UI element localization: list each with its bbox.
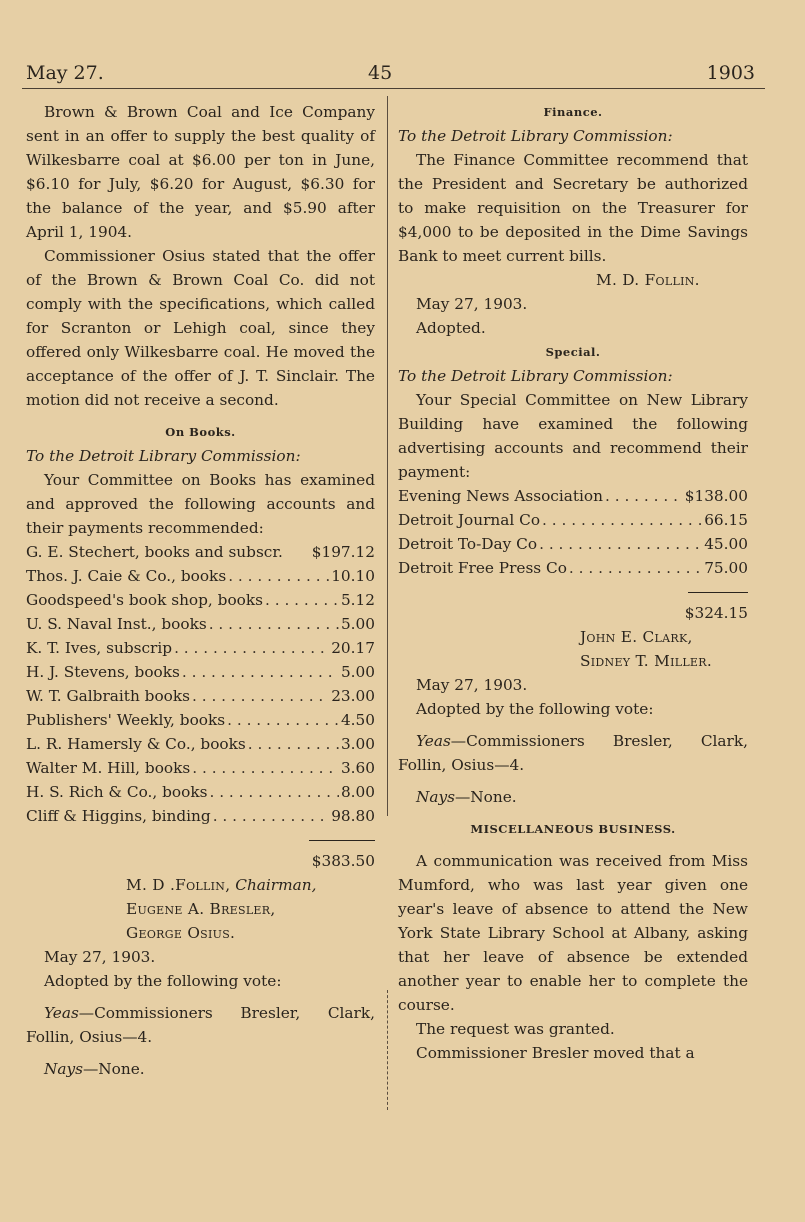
dot-leader xyxy=(209,612,339,636)
special-date: May 27, 1903. xyxy=(416,676,528,694)
finance-text: The Finance Committee recommend that the President and Secretary be authorized to make requisition on the Treasurer for $4,000 to be deposited in the Dime Savings Bank to meet current bills. xyxy=(398,151,748,265)
finance-adopted: Adopted. xyxy=(416,319,486,337)
account-line xyxy=(26,660,375,684)
left-column xyxy=(26,100,375,1081)
account-name: H. J. Stevens, books xyxy=(26,663,180,681)
page-number: 45 xyxy=(368,62,393,84)
special-accounts-list xyxy=(398,484,748,580)
dot-leader xyxy=(227,708,339,732)
osius-statement-paragraph: Commissioner Osius stated that the offer of the Brown & Brown Coal Co. did not comply with the specifications, which called for Scranton or Lehigh coal, since they offered only Wilkesbarre coal. He moved the acceptance of the offer of J. T. Sinclair. The motion did not receive a second. xyxy=(26,247,375,409)
misc-paragraph-mumford: A communication was received from Miss Mumford, who was last year given one year's leave of absence to attend the New York State Library School at Albany, asking that her leave of absence be extended another year to enable her to complete the course. xyxy=(398,852,748,1014)
books-nays xyxy=(26,1057,375,1081)
special-total: $324.15 xyxy=(684,604,748,622)
books-heading: On Books. xyxy=(165,425,236,439)
misc-paragraph-granted: The request was granted. xyxy=(416,1020,615,1038)
account-amount: 23.00 xyxy=(331,687,375,705)
account-name: K. T. Ives, subscrip xyxy=(26,639,173,657)
account-name: Thos. J. Caie & Co., books xyxy=(26,567,227,585)
misc-heading: MISCELLANEOUS BUSINESS. xyxy=(470,822,676,836)
account-name: Goodspeed's book shop, books xyxy=(26,591,263,609)
account-line xyxy=(26,684,375,708)
books-date: May 27, 1903. xyxy=(44,948,156,966)
nays-label: Nays xyxy=(44,1060,83,1078)
signer-title: Chairman, xyxy=(235,876,317,894)
account-line xyxy=(26,636,375,660)
header-date: May 27. xyxy=(26,62,104,84)
right-column xyxy=(398,100,748,1065)
books-intro: Your Committee on Books has examined and approved the following accounts and their payments recommended: xyxy=(26,471,375,537)
dot-leader xyxy=(192,756,339,780)
account-line xyxy=(398,556,748,580)
account-amount: 3.00 xyxy=(340,735,375,753)
finance-address: To the Detroit Library Commission: xyxy=(398,127,673,145)
running-header xyxy=(26,62,755,88)
finance-signature: M. D. Follin. xyxy=(596,271,700,289)
dot-leader xyxy=(209,780,338,804)
special-yeas xyxy=(398,729,748,777)
account-amount: 98.80 xyxy=(331,807,375,825)
dot-leader xyxy=(192,684,329,708)
finance-date: May 27, 1903. xyxy=(416,295,528,313)
nays-label: Nays xyxy=(416,788,455,806)
books-signature-follin xyxy=(26,873,375,897)
yeas-label: Yeas xyxy=(44,1004,79,1022)
books-accounts-list xyxy=(26,540,375,828)
account-name: Detroit Free Press Co xyxy=(398,559,567,577)
account-amount: 3.60 xyxy=(340,759,375,777)
nays-text: —None. xyxy=(455,788,517,806)
account-name: G. E. Stechert, books and subscr. xyxy=(26,543,283,561)
account-line xyxy=(26,588,375,612)
special-heading: Special. xyxy=(545,345,601,359)
dot-leader xyxy=(228,564,329,588)
header-rule xyxy=(22,88,765,89)
dot-leader xyxy=(539,532,702,556)
account-amount: 66.15 xyxy=(704,511,748,529)
account-name: H. S. Rich & Co., books xyxy=(26,783,208,801)
special-address: To the Detroit Library Commission: xyxy=(398,367,673,385)
account-line xyxy=(26,780,375,804)
coal-offer-paragraph: Brown & Brown Coal and Ice Company sent in an offer to supply the best quality of Wilkesbarre coal at $6.00 per ton in June, $6.10 for July, $6.20 for August, $6.30 for the balance of the year, and $5.90 after April 1, 1904. xyxy=(26,103,375,241)
dot-leader xyxy=(605,484,683,508)
dot-leader xyxy=(213,804,330,828)
account-line xyxy=(26,708,375,732)
account-line xyxy=(26,732,375,756)
dot-leader xyxy=(248,732,339,756)
dot-leader xyxy=(182,660,339,684)
account-name: Detroit To-Day Co xyxy=(398,535,538,553)
account-line xyxy=(26,612,375,636)
account-amount: 5.00 xyxy=(340,663,375,681)
account-line xyxy=(398,532,748,556)
special-text: Your Special Committee on New Library Building have examined the following advertising accounts and recommend their payment: xyxy=(398,391,748,481)
account-amount: 8.00 xyxy=(340,783,375,801)
finance-heading: Finance. xyxy=(543,105,603,119)
books-total: $383.50 xyxy=(311,852,375,870)
yeas-label: Yeas xyxy=(416,732,451,750)
dot-leader xyxy=(174,636,329,660)
account-amount: 75.00 xyxy=(704,559,748,577)
special-signature-miller: Sidney T. Miller. xyxy=(580,652,712,670)
nays-text: —None. xyxy=(83,1060,145,1078)
account-name: Walter M. Hill, books xyxy=(26,759,191,777)
account-amount: 5.12 xyxy=(340,591,375,609)
dot-leader xyxy=(569,556,702,580)
signer-name: M. D .Follin, xyxy=(126,876,231,894)
column-divider-lower xyxy=(387,990,388,1110)
yeas-text: —Commissioners Bresler, Clark, Follin, Osius—4. xyxy=(26,1004,375,1046)
dot-leader xyxy=(265,588,339,612)
account-line xyxy=(26,540,375,564)
books-yeas xyxy=(26,1001,375,1049)
account-amount: $197.12 xyxy=(311,543,375,561)
special-nays xyxy=(398,785,748,809)
account-amount: 5.00 xyxy=(340,615,375,633)
account-amount: 4.50 xyxy=(340,711,375,729)
account-line xyxy=(26,804,375,828)
account-amount: $138.00 xyxy=(684,487,748,505)
account-line xyxy=(398,508,748,532)
account-name: L. R. Hamersly & Co., books xyxy=(26,735,246,753)
account-amount: 20.17 xyxy=(331,639,375,657)
special-total-rule xyxy=(688,592,748,593)
special-adopted: Adopted by the following vote: xyxy=(416,700,654,718)
books-signature-bresler: Eugene A. Bresler, xyxy=(126,900,276,918)
books-adopted: Adopted by the following vote: xyxy=(44,972,282,990)
account-name: Evening News Association xyxy=(398,487,603,505)
account-name: W. T. Galbraith books xyxy=(26,687,190,705)
special-signature-clark: John E. Clark, xyxy=(580,628,693,646)
account-name: Detroit Journal Co xyxy=(398,511,541,529)
account-line xyxy=(26,756,375,780)
books-address: To the Detroit Library Commission: xyxy=(26,447,301,465)
books-total-rule xyxy=(309,840,375,841)
yeas-text: —Commissioners Bresler, Clark, Follin, Osius—4. xyxy=(398,732,748,774)
account-line xyxy=(398,484,748,508)
dot-leader xyxy=(542,508,702,532)
books-signature-osius: George Osius. xyxy=(126,924,236,942)
misc-paragraph-bresler: Commissioner Bresler moved that a xyxy=(416,1044,695,1062)
account-name: Publishers' Weekly, books xyxy=(26,711,226,729)
account-name: Cliff & Higgins, binding xyxy=(26,807,211,825)
account-amount: 10.10 xyxy=(331,567,375,585)
column-divider xyxy=(387,96,388,816)
account-amount: 45.00 xyxy=(704,535,748,553)
account-line xyxy=(26,564,375,588)
header-year: 1903 xyxy=(706,62,755,84)
account-name: U. S. Naval Inst., books xyxy=(26,615,207,633)
